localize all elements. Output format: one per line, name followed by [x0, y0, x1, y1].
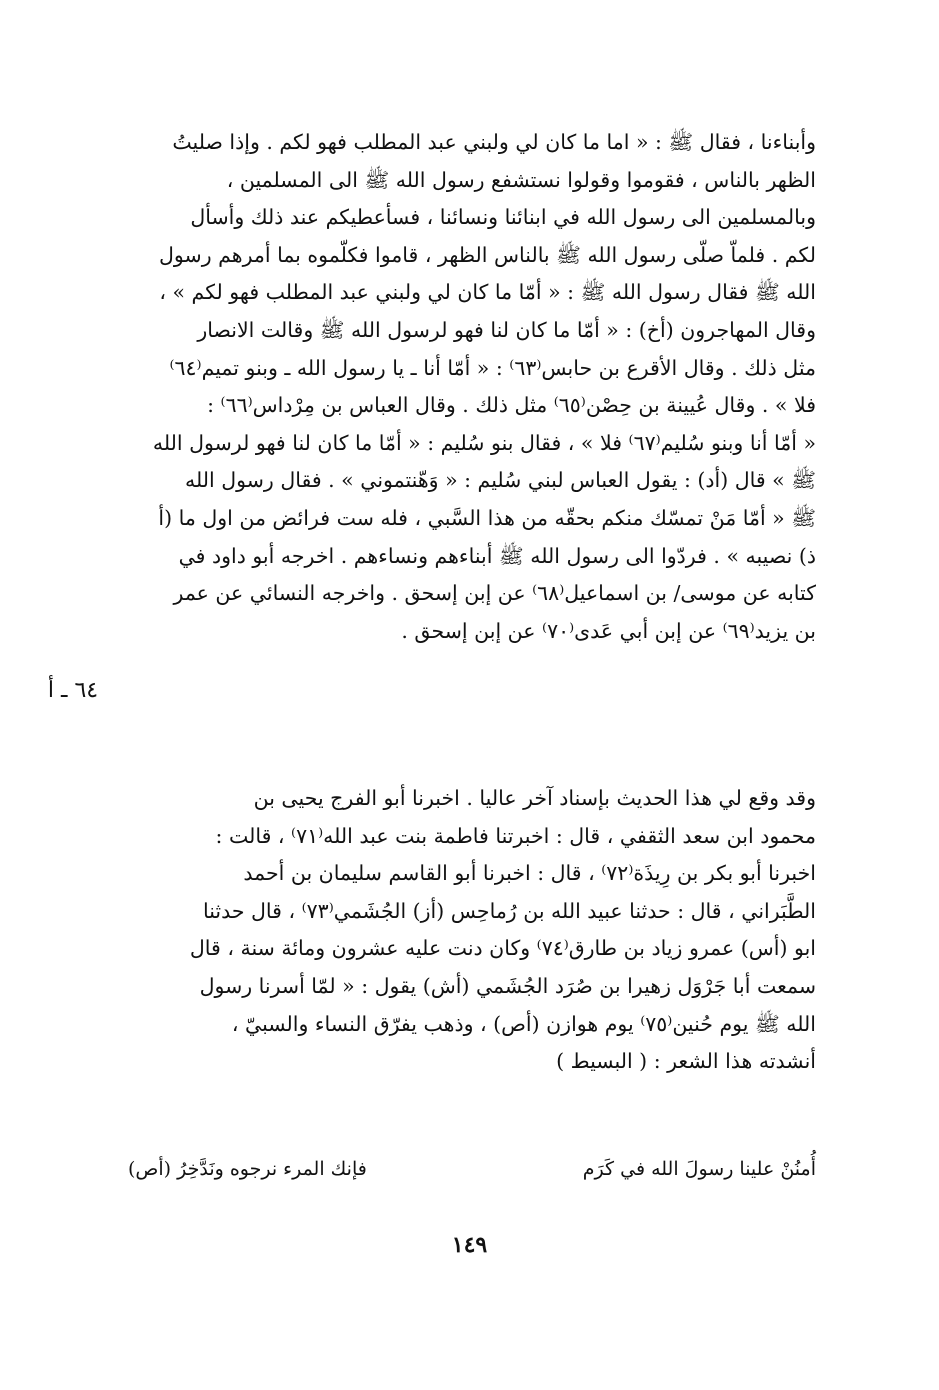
text-line: ابو (أس) عمرو زياد بن طارق⁽٧٤⁾ وكان دنت عليه عشرون ومائة سنة ، قال [189, 936, 816, 961]
text-line: وأبناءنا ، فقال ﷺ : « اما ما كان لي ولبني عبد المطلب فهو لكم . وإذا صليتُ [172, 130, 816, 154]
text-line: ﷺ « أمّا مَنْ تمسّك منكم بحقّه من هذا السَّبي ، فله ست فرائض من اول ما (أ [158, 505, 816, 530]
poetry-verse [128, 1158, 816, 1180]
text-line: الله ﷺ فقال رسول الله ﷺ : « أمّا ما كان لي ولبني عبد المطلب فهو لكم » ، [159, 280, 816, 305]
text-line: الله ﷺ يوم حُنين⁽٧٥⁾ يوم هوازن (أص) ، وذهب يفرّق النساء والسبيّ ، [231, 1011, 816, 1036]
text-line: أنشدته هذا الشعر : ( البسيط ) [556, 1049, 816, 1074]
text-line: الظهر بالناس ، فقوموا وقولوا نستشفع رسول الله ﷺ الى المسلمين ، [226, 167, 816, 192]
text-line: كتابه عن موسى/ بن اسماعيل⁽٦٨⁾ عن إبن إسحق . واخرجه النسائي عن عمر [173, 581, 816, 606]
margin-folio-note: ٦٤ ـ أ [47, 678, 99, 703]
text-line: « أمّا أنا وبنو سُليم⁽٦٧⁾ فلا » ، فقال بنو سُليم : « أمّا ما كان لنا فهو لرسول الله [152, 430, 816, 455]
text-line: وقال المهاجرون (أخ) : « أمّا ما كان لنا فهو لرسول الله ﷺ وقالت الانصار [197, 317, 816, 342]
text-line: لكم . فلماّ صلّى رسول الله ﷺ بالناس الظهر ، قاموا فكلّموه بما أمرهم رسول [159, 242, 816, 267]
text-line: فلا » . وقال عُيينة بن حِصْن⁽٦٥⁾ مثل ذلك . وقال العباس بن مِرْداس⁽٦٦⁾ : [207, 393, 816, 418]
text-line: سمعت أبا جَرْوَل زهيرا بن صُرَد الجُشَمي (أش) يقول : « لمّا أسرنا رسول [199, 973, 816, 998]
paragraph-2 [128, 780, 816, 1081]
page-number: ١٤٩ [451, 1232, 488, 1258]
text-line: وقد وقع لي هذا الحديث بإسناد آخر عاليا . اخبرنا أبو الفرج يحيى بن [253, 786, 816, 810]
paragraph-1 [128, 124, 816, 650]
verse-first-hemistich: أُمنُنْ علينا رسولَ الله في كَرَم [582, 1158, 816, 1180]
text-line: مثل ذلك . وقال الأقرع بن حابس⁽٦٣⁾ : « أمّا أنا ـ يا رسول الله ـ وبنو تميم⁽٦٤⁾ [169, 355, 816, 380]
text-line: ﷺ » قال (أد) : يقول العباس لبني سُليم : « وَهّنتموني » . فقال رسول الله [185, 468, 816, 493]
text-line: اخبرنا أبو بكر بن رِيذَة⁽٧٢⁾ ، قال : اخبرنا أبو القاسم سليمان بن أحمد [243, 861, 816, 886]
text-line: وبالمسلمين الى رسول الله في ابنائنا ونسائنا ، فسأعطيكم عند ذلك وأسأل [190, 205, 816, 230]
text-line: بن يزيد⁽٦٩⁾ عن إبن أبي عَدى⁽٧٠⁾ عن إبن إسحق . [401, 618, 816, 643]
text-line: الطَّبَراني ، قال : حدثنا عبيد الله بن رُماحِس (أز) الجُشَمي⁽٧٣⁾ ، قال حدثنا [202, 898, 816, 923]
verse-second-hemistich: فإنك المرء نرجوه ونَدَّخِرُ (أص) [128, 1158, 367, 1180]
text-line: محمود ابن سعد الثقفي ، قال : اخبرتنا فاطمة بنت عبد الله⁽٧١⁾ ، قالت : [215, 823, 816, 848]
text-line: ذ) نصيبه » . فردّوا الى رسول الله ﷺ أبناءهم ونساءهم . اخرجه أبو داود في [178, 543, 816, 568]
